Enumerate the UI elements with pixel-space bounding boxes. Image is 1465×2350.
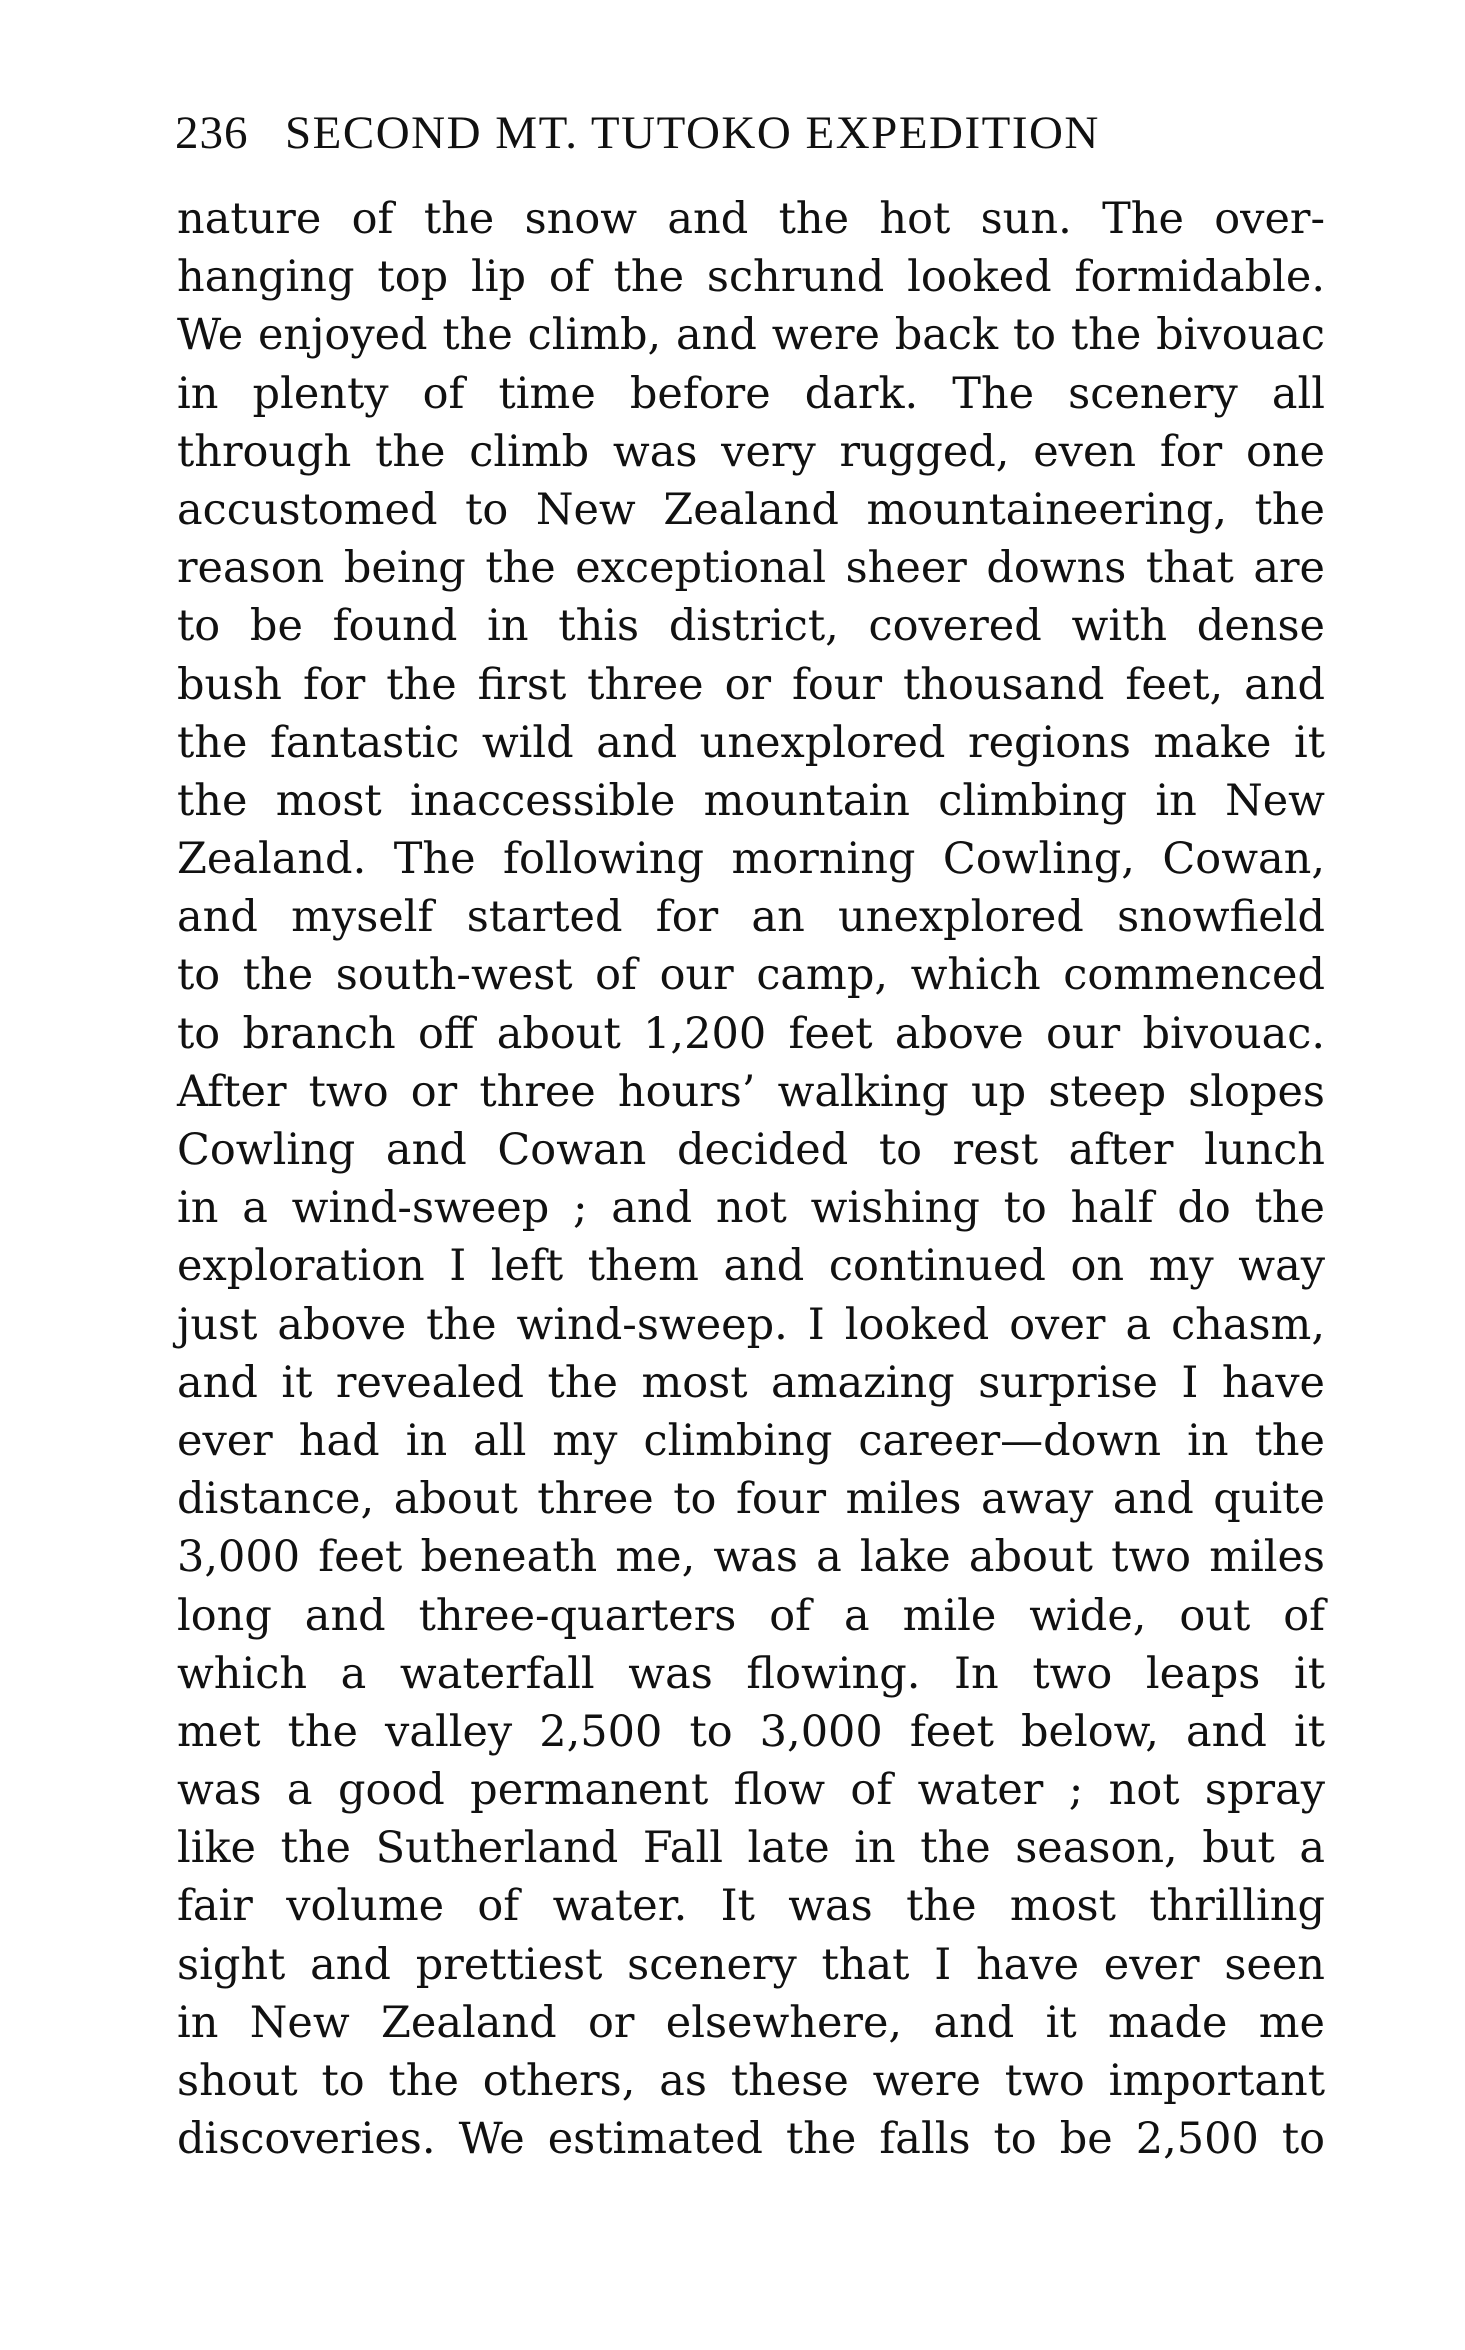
text-line-30: fair volume of water. It was the most thrilling [177,1881,1325,1932]
text-line-18: in a wind-sweep ; and not wishing to half do the [177,1183,1325,1234]
text-line-33: shout to the others, as these were two important [177,2056,1325,2106]
text-line-27: met the valley 2,500 to 3,000 feet below, and it [177,1706,1325,1757]
text-line-32: in New Zealand or elsewhere, and it made me [177,1997,1325,2048]
text-line-3: We enjoyed the climb, and were back to the bivouac [177,310,1325,361]
text-line-9: bush for the first three or four thousand feet, and [177,659,1325,710]
page-number: 236 [175,107,249,159]
text-line-2: hanging top lip of the schrund looked formidable. [177,252,1325,303]
text-line-22: ever had in all my climbing career—down in the [177,1415,1325,1466]
text-line-31: sight and prettiest scenery that I have ever seen [177,1939,1325,1990]
text-line-29: like the Sutherland Fall late in the season, but a [177,1823,1325,1874]
running-head [175,98,1325,168]
text-line-8: to be found in this district, covered with dense [177,601,1325,652]
text-line-19: exploration I left them and continued on my way [177,1241,1325,1292]
text-line-16: After two or three hours’ walking up steep slopes [177,1066,1325,1117]
text-line-13: and myself started for an unexplored snowfield [177,892,1325,943]
text-line-12: Zealand. The following morning Cowling, Cowan, [177,834,1325,885]
text-line-24: 3,000 feet beneath me, was a lake about two miles [177,1532,1325,1583]
text-line-10: the fantastic wild and unexplored regions make it [177,717,1325,768]
text-line-34: discoveries. We estimated the falls to be 2,500 to [177,2114,1325,2165]
text-line-23: distance, about three to four miles away and quite [177,1474,1325,1525]
running-title: SECOND MT. TUTOKO EXPEDITION [285,107,1100,159]
text-line-7: reason being the exceptional sheer downs that are [177,543,1325,594]
text-line-1: nature of the snow and the hot sun. The over- [177,194,1325,244]
text-line-14: to the south-west of our camp, which commenced [177,950,1325,1001]
body-text [177,190,1325,2168]
text-line-15: to branch off about 1,200 feet above our bivouac. [177,1008,1325,1059]
text-line-25: long and three-quarters of a mile wide, out of [177,1590,1325,1641]
text-line-5: through the climb was very rugged, even for one [177,426,1325,477]
text-line-20: just above the wind-sweep. I looked over a chasm, [177,1299,1325,1350]
text-line-17: Cowling and Cowan decided to rest after lunch [177,1125,1325,1175]
text-line-28: was a good permanent flow of water ; not spray [177,1765,1325,1816]
text-line-11: the most inaccessible mountain climbing in New [177,775,1325,826]
text-line-6: accustomed to New Zealand mountaineering, the [177,484,1325,535]
text-line-21: and it revealed the most amazing surprise I have [177,1357,1325,1408]
text-line-26: which a waterfall was flowing. In two leaps it [177,1648,1325,1699]
text-line-4: in plenty of time before dark. The scenery all [177,368,1325,419]
